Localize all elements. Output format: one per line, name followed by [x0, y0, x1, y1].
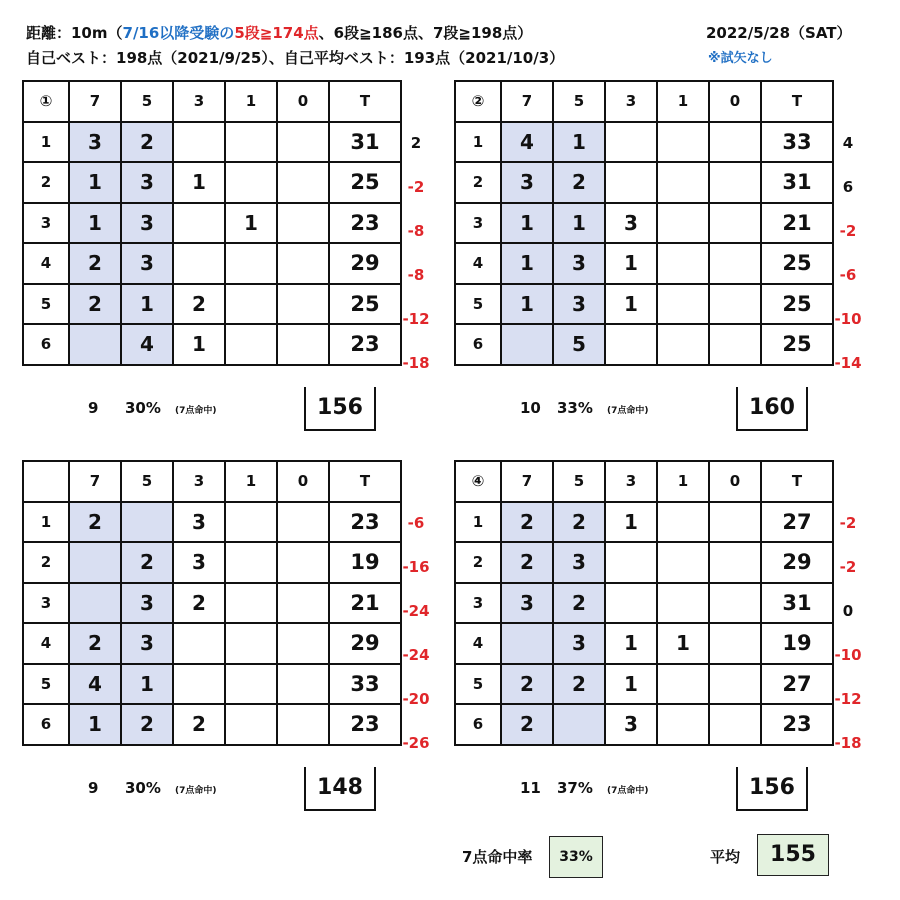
count-fives: 2 — [553, 664, 605, 705]
count-fives — [121, 502, 173, 543]
count-threes — [605, 542, 657, 583]
count-ones — [225, 243, 277, 284]
count-ones — [225, 162, 277, 203]
count-ones — [657, 203, 709, 244]
end-total: 31 — [761, 583, 833, 624]
table-row — [455, 324, 833, 365]
column-header-threes: 3 — [173, 461, 225, 502]
count-ones — [225, 502, 277, 543]
count-ones — [657, 664, 709, 705]
column-header-sevens: 7 — [501, 81, 553, 122]
count-threes: 1 — [173, 162, 225, 203]
pace-difference: -2 — [839, 514, 857, 532]
hit-rate-value: 33% — [549, 836, 603, 878]
count-sevens: 1 — [69, 203, 121, 244]
count-zeros — [709, 162, 761, 203]
seven-hit-note: (7点命中) — [175, 406, 217, 416]
round-total: 156 — [736, 767, 808, 811]
column-header-ones: 1 — [225, 81, 277, 122]
score-table — [454, 80, 834, 366]
count-threes: 3 — [173, 502, 225, 543]
column-header-sevens: 7 — [501, 461, 553, 502]
pace-difference: -10 — [834, 646, 862, 664]
count-zeros — [709, 542, 761, 583]
column-header-total: T — [329, 81, 401, 122]
pace-difference: -24 — [402, 646, 430, 664]
end-total: 25 — [761, 284, 833, 325]
column-header-total: T — [329, 461, 401, 502]
count-fives: 2 — [121, 122, 173, 163]
count-zeros — [709, 284, 761, 325]
end-total: 31 — [761, 162, 833, 203]
round-label: ④ — [455, 461, 501, 502]
table-row — [23, 203, 401, 244]
count-zeros — [709, 203, 761, 244]
end-total: 29 — [761, 542, 833, 583]
average-label: 平均 — [710, 848, 741, 866]
pace-difference: -2 — [407, 178, 425, 196]
count-threes — [173, 623, 225, 664]
end-number: 3 — [23, 583, 69, 624]
end-number: 2 — [23, 162, 69, 203]
personal-best-line: 自己ベスト：198点（2021/9/25）、自己平均ベスト：193点（2021/10/3） — [26, 49, 565, 67]
end-number: 2 — [23, 542, 69, 583]
column-header-zeros: 0 — [709, 81, 761, 122]
end-number: 2 — [455, 162, 501, 203]
table-row — [455, 284, 833, 325]
count-ones — [657, 324, 709, 365]
count-zeros — [277, 203, 329, 244]
round-total: 156 — [304, 387, 376, 431]
column-header-threes: 3 — [605, 81, 657, 122]
count-sevens: 2 — [501, 704, 553, 745]
count-fives: 2 — [553, 583, 605, 624]
column-header-threes: 3 — [605, 461, 657, 502]
count-threes: 1 — [605, 502, 657, 543]
end-total: 21 — [761, 203, 833, 244]
column-header-threes: 3 — [173, 81, 225, 122]
seven-hit-rate: 30% — [125, 779, 161, 797]
count-ones — [225, 122, 277, 163]
pace-difference: -12 — [834, 690, 862, 708]
count-threes: 2 — [173, 284, 225, 325]
count-zeros — [709, 122, 761, 163]
end-number: 5 — [23, 284, 69, 325]
count-zeros — [709, 664, 761, 705]
table-row — [455, 162, 833, 203]
count-zeros — [277, 704, 329, 745]
seven-hit-count: 10 — [520, 399, 541, 417]
count-sevens: 1 — [69, 162, 121, 203]
end-total: 23 — [761, 704, 833, 745]
count-fives — [553, 704, 605, 745]
score-table — [22, 80, 402, 366]
end-total: 23 — [329, 203, 401, 244]
count-sevens: 2 — [501, 542, 553, 583]
count-fives: 3 — [121, 203, 173, 244]
count-fives: 5 — [553, 324, 605, 365]
score-table — [454, 460, 834, 746]
end-total: 27 — [761, 502, 833, 543]
count-ones — [657, 122, 709, 163]
count-fives: 1 — [121, 664, 173, 705]
count-fives: 3 — [121, 162, 173, 203]
count-sevens — [501, 324, 553, 365]
table-header-row — [455, 461, 833, 502]
end-total: 31 — [329, 122, 401, 163]
seven-hit-note: (7点命中) — [175, 786, 217, 796]
table-row — [23, 704, 401, 745]
count-fives: 3 — [553, 623, 605, 664]
pace-difference: -8 — [407, 222, 425, 240]
hit-rate-label: 7点命中率 — [462, 848, 533, 866]
table-row — [23, 284, 401, 325]
count-threes: 1 — [605, 243, 657, 284]
seven-hit-note: (7点命中) — [607, 406, 649, 416]
seven-hit-count: 9 — [88, 779, 99, 797]
pace-difference: -14 — [834, 354, 862, 372]
table-header-row — [23, 81, 401, 122]
column-header-zeros: 0 — [277, 461, 329, 502]
count-threes — [605, 583, 657, 624]
count-threes — [173, 122, 225, 163]
round-label — [23, 461, 69, 502]
count-fives: 1 — [553, 122, 605, 163]
pace-difference: -12 — [402, 310, 430, 328]
end-number: 1 — [23, 502, 69, 543]
end-number: 1 — [455, 502, 501, 543]
score-sheet-4 — [432, 460, 877, 810]
count-threes: 3 — [605, 203, 657, 244]
pace-difference-column — [824, 501, 872, 765]
end-total: 29 — [329, 623, 401, 664]
count-sevens: 1 — [69, 704, 121, 745]
count-ones: 1 — [657, 623, 709, 664]
no-practice-arrows-note: ※試矢なし — [708, 51, 773, 66]
count-fives: 3 — [121, 243, 173, 284]
count-sevens: 1 — [501, 203, 553, 244]
count-zeros — [709, 243, 761, 284]
pace-difference: -6 — [839, 266, 857, 284]
count-fives: 3 — [121, 583, 173, 624]
count-ones — [657, 243, 709, 284]
count-fives: 4 — [121, 324, 173, 365]
pace-difference: -18 — [834, 734, 862, 752]
count-fives: 3 — [121, 623, 173, 664]
count-ones — [225, 583, 277, 624]
pace-difference: -24 — [402, 602, 430, 620]
column-header-fives: 5 — [553, 81, 605, 122]
end-number: 2 — [455, 542, 501, 583]
score-sheet-1 — [0, 80, 445, 430]
pace-difference: 6 — [842, 178, 854, 196]
sheet-footer — [0, 387, 445, 431]
count-threes: 3 — [605, 704, 657, 745]
seven-hit-rate: 33% — [557, 399, 593, 417]
round-label: ② — [455, 81, 501, 122]
count-sevens: 3 — [69, 122, 121, 163]
count-fives: 1 — [121, 284, 173, 325]
end-number: 3 — [455, 583, 501, 624]
count-ones — [225, 664, 277, 705]
count-zeros — [277, 324, 329, 365]
end-number: 4 — [23, 243, 69, 284]
count-ones — [657, 583, 709, 624]
average-value: 155 — [757, 834, 829, 876]
count-threes: 1 — [605, 284, 657, 325]
count-zeros — [277, 162, 329, 203]
count-sevens — [69, 542, 121, 583]
table-row — [455, 623, 833, 664]
end-total: 21 — [329, 583, 401, 624]
session-date: 2022/5/28（SAT） — [706, 24, 852, 42]
end-number: 4 — [455, 243, 501, 284]
count-sevens — [501, 623, 553, 664]
count-zeros — [709, 502, 761, 543]
count-sevens: 3 — [501, 583, 553, 624]
table-header-row — [23, 461, 401, 502]
column-header-total: T — [761, 461, 833, 502]
pace-difference: -16 — [402, 558, 430, 576]
round-total: 160 — [736, 387, 808, 431]
end-number: 6 — [23, 324, 69, 365]
column-header-fives: 5 — [121, 461, 173, 502]
end-total: 23 — [329, 502, 401, 543]
count-threes: 1 — [173, 324, 225, 365]
pace-difference: -6 — [407, 514, 425, 532]
pace-difference: 2 — [410, 134, 422, 152]
count-zeros — [277, 122, 329, 163]
count-sevens: 2 — [501, 664, 553, 705]
distance-label: 距離：10m（ — [26, 24, 123, 42]
count-sevens — [69, 324, 121, 365]
count-threes — [173, 203, 225, 244]
sheet-footer — [432, 767, 877, 811]
end-total: 27 — [761, 664, 833, 705]
count-threes: 1 — [605, 623, 657, 664]
score-sheet-3 — [0, 460, 445, 810]
count-zeros — [277, 583, 329, 624]
count-sevens — [69, 583, 121, 624]
round-label: ① — [23, 81, 69, 122]
count-zeros — [709, 324, 761, 365]
table-row — [23, 162, 401, 203]
table-row — [455, 542, 833, 583]
column-header-sevens: 7 — [69, 461, 121, 502]
end-total: 23 — [329, 324, 401, 365]
count-ones — [657, 704, 709, 745]
sheet-footer — [432, 387, 877, 431]
end-total: 25 — [761, 243, 833, 284]
count-threes — [173, 243, 225, 284]
table-row — [23, 324, 401, 365]
table-header-row — [455, 81, 833, 122]
count-zeros — [277, 542, 329, 583]
end-total: 33 — [761, 122, 833, 163]
table-row — [455, 664, 833, 705]
count-zeros — [277, 623, 329, 664]
pace-difference: -20 — [402, 690, 430, 708]
count-threes — [173, 664, 225, 705]
rule-date-note: 7/16以降受験の — [122, 24, 235, 42]
count-ones — [225, 542, 277, 583]
end-total: 19 — [329, 542, 401, 583]
column-header-ones: 1 — [657, 81, 709, 122]
count-ones — [657, 502, 709, 543]
table-row — [23, 542, 401, 583]
end-total: 25 — [329, 284, 401, 325]
count-ones — [225, 623, 277, 664]
count-ones — [657, 284, 709, 325]
table-row — [455, 122, 833, 163]
end-number: 1 — [23, 122, 69, 163]
table-row — [23, 583, 401, 624]
end-number: 3 — [455, 203, 501, 244]
count-zeros — [709, 704, 761, 745]
table-row — [23, 502, 401, 543]
count-threes — [605, 122, 657, 163]
seven-hit-note: (7点命中) — [607, 786, 649, 796]
end-number: 4 — [23, 623, 69, 664]
count-threes: 3 — [173, 542, 225, 583]
rule-6-7dan: 、6段≧186点、7段≧198点） — [318, 24, 533, 42]
score-table — [22, 460, 402, 746]
sheet-footer — [0, 767, 445, 811]
end-total: 23 — [329, 704, 401, 745]
count-sevens: 2 — [69, 284, 121, 325]
count-threes: 1 — [605, 664, 657, 705]
count-ones — [225, 284, 277, 325]
end-number: 1 — [455, 122, 501, 163]
count-fives: 2 — [121, 542, 173, 583]
table-row — [455, 502, 833, 543]
count-threes: 2 — [173, 704, 225, 745]
count-zeros — [709, 623, 761, 664]
table-row — [455, 243, 833, 284]
table-row — [455, 583, 833, 624]
end-total: 19 — [761, 623, 833, 664]
count-zeros — [277, 502, 329, 543]
table-row — [455, 203, 833, 244]
count-sevens: 2 — [501, 502, 553, 543]
count-sevens: 1 — [501, 243, 553, 284]
pace-difference-column — [824, 121, 872, 385]
end-total: 29 — [329, 243, 401, 284]
count-ones — [657, 542, 709, 583]
count-fives: 1 — [553, 203, 605, 244]
table-row — [455, 704, 833, 745]
end-number: 6 — [23, 704, 69, 745]
table-row — [23, 623, 401, 664]
column-header-fives: 5 — [121, 81, 173, 122]
column-header-total: T — [761, 81, 833, 122]
count-fives: 2 — [553, 502, 605, 543]
end-number: 5 — [23, 664, 69, 705]
distance-rule-line — [26, 22, 532, 43]
pace-difference: -26 — [402, 734, 430, 752]
count-threes — [605, 324, 657, 365]
pace-difference: -2 — [839, 558, 857, 576]
count-ones — [657, 162, 709, 203]
end-number: 3 — [23, 203, 69, 244]
seven-hit-rate: 30% — [125, 399, 161, 417]
score-sheet-2 — [432, 80, 877, 430]
round-total: 148 — [304, 767, 376, 811]
table-row — [23, 243, 401, 284]
count-fives: 2 — [121, 704, 173, 745]
count-zeros — [709, 583, 761, 624]
count-fives: 2 — [553, 162, 605, 203]
pace-difference: -8 — [407, 266, 425, 284]
column-header-zeros: 0 — [709, 461, 761, 502]
count-threes — [605, 162, 657, 203]
column-header-ones: 1 — [225, 461, 277, 502]
end-number: 6 — [455, 324, 501, 365]
end-total: 25 — [761, 324, 833, 365]
pace-difference: 4 — [842, 134, 854, 152]
pace-difference: -2 — [839, 222, 857, 240]
end-number: 4 — [455, 623, 501, 664]
end-number: 5 — [455, 284, 501, 325]
column-header-sevens: 7 — [69, 81, 121, 122]
pace-difference: 0 — [842, 602, 854, 620]
pace-difference: -18 — [402, 354, 430, 372]
count-fives: 3 — [553, 542, 605, 583]
seven-hit-count: 9 — [88, 399, 99, 417]
count-threes: 2 — [173, 583, 225, 624]
count-zeros — [277, 664, 329, 705]
count-sevens: 3 — [501, 162, 553, 203]
count-sevens: 2 — [69, 623, 121, 664]
table-row — [23, 122, 401, 163]
table-row — [23, 664, 401, 705]
end-total: 25 — [329, 162, 401, 203]
count-sevens: 2 — [69, 243, 121, 284]
end-number: 6 — [455, 704, 501, 745]
count-sevens: 2 — [69, 502, 121, 543]
count-ones — [225, 704, 277, 745]
count-zeros — [277, 284, 329, 325]
count-ones — [225, 324, 277, 365]
end-total: 33 — [329, 664, 401, 705]
count-sevens: 4 — [69, 664, 121, 705]
column-header-zeros: 0 — [277, 81, 329, 122]
end-number: 5 — [455, 664, 501, 705]
rule-5dan: 5段≧174点 — [234, 24, 319, 42]
count-sevens: 1 — [501, 284, 553, 325]
count-ones: 1 — [225, 203, 277, 244]
seven-hit-count: 11 — [520, 779, 541, 797]
count-fives: 3 — [553, 243, 605, 284]
count-zeros — [277, 243, 329, 284]
column-header-ones: 1 — [657, 461, 709, 502]
pace-difference: -10 — [834, 310, 862, 328]
column-header-fives: 5 — [553, 461, 605, 502]
seven-hit-rate: 37% — [557, 779, 593, 797]
count-sevens: 4 — [501, 122, 553, 163]
count-fives: 3 — [553, 284, 605, 325]
